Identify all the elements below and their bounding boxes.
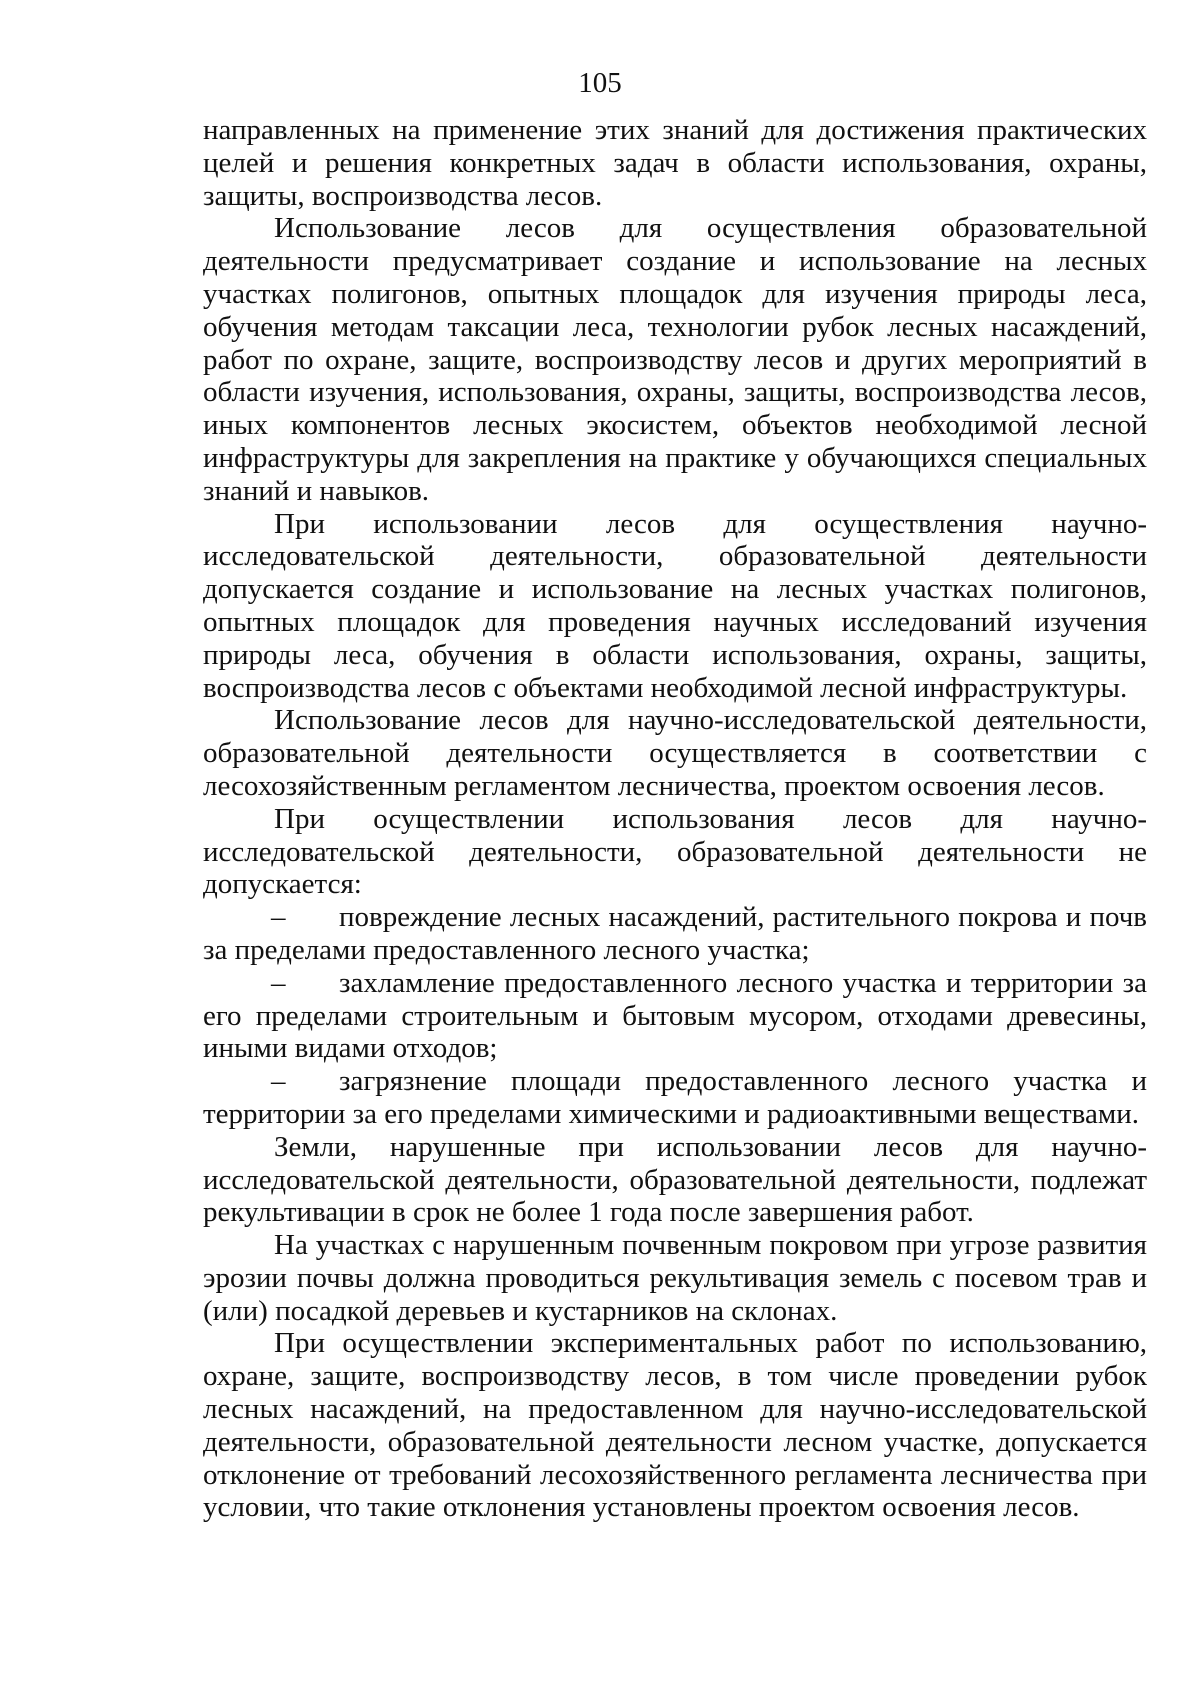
list-item-text: повреждение лесных насаждений, растительного покрова и почв за пределами предоставленного лесного участка; (203, 901, 1147, 966)
list-item-dash: – (271, 1065, 286, 1098)
list-item (203, 967, 1147, 1065)
paragraph: Земли, нарушенные при использовании лесов для научно-исследовательской деятельности, образовательной деятельности, подлежат рекультивации в срок не более 1 года после завершения работ. (203, 1130, 1147, 1229)
paragraph: Использование лесов для осуществления образовательной деятельности предусматривает создание и использование на лесных участках полигонов, опытных площадок для изучения природы леса, обучения методам таксации леса, технологии рубок лесных насаждений, работ по охране, защите, воспроизводству лесов и других мероприятий в области изучения, использования, охраны, защиты, воспроизводства лесов, иных компонентов лесных экосистем, объектов необходимой лесной инфраструктуры для закрепления на практике у обучающихся специальных знаний и навыков. (203, 212, 1147, 507)
paragraph: Использование лесов для научно-исследовательской деятельности, образовательной деятельности осуществляется в соответствии с лесохозяйственным регламентом лесничества, проектом освоения лесов. (203, 704, 1147, 802)
paragraph: При использовании лесов для осуществления научно-исследовательской деятельности, образовательной деятельности допускается создание и использование на лесных участках полигонов, опытных площадок для проведения научных исследований изучения природы леса, обучения в области использования, охраны, защиты, воспроизводства лесов с объектами необходимой лесной инфраструктуры. (203, 507, 1147, 704)
paragraph: При осуществлении экспериментальных работ по использованию, охране, защите, воспроизводству лесов, в том числе проведении рубок лесных насаждений, на предоставленном для научно-исследовательской деятельности, образовательной деятельности лесном участке, допускается отклонение от требований лесохозяйственного регламента лесничества при условии, что такие отклонения установлены проектом освоения лесов. (203, 1327, 1147, 1524)
list-item-text: загрязнение площади предоставленного лесного участка и территории за его пределами химическими и радиоактивными веществами. (203, 1065, 1147, 1130)
page-number: 105 (578, 67, 622, 99)
paragraph-list-intro: При осуществлении использования лесов для научно-исследовательской деятельности, образовательной деятельности не допускается: (203, 802, 1147, 901)
paragraph: На участках с нарушенным почвенным покровом при угрозе развития эрозии почвы должна проводиться рекультивация земель с посевом трав и (или) посадкой деревьев и кустарников на склонах. (203, 1229, 1147, 1327)
list-item (203, 1065, 1147, 1131)
list-item-dash: – (271, 901, 286, 934)
list-item-dash: – (271, 966, 286, 999)
document-body (203, 114, 1147, 1524)
list-item-text: захламление предоставленного лесного участка и территории за его пределами строительным и бытовым мусором, отходами древесины, иными видами отходов; (203, 966, 1147, 1065)
paragraph-continuation: направленных на применение этих знаний для достижения практических целей и решения конкретных задач в области использования, охраны, защиты, воспроизводства лесов. (203, 114, 1147, 212)
list-item (203, 901, 1147, 967)
